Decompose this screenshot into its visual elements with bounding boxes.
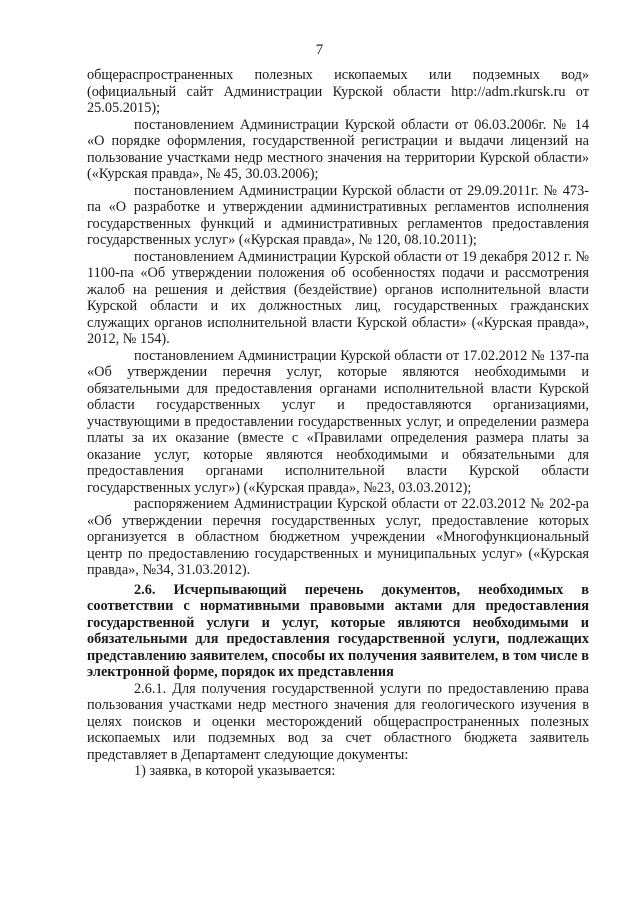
section-heading-2-6: 2.6. Исчерпывающий перечень документов, необходимых в соответствии с нормативными правовыми актами для предоставления государственной услуги и услуг, которые являются необходимыми и обязательными для предоставления государственной услуги, подлежащих представлению заявителем, способы их получения заявителем, в том числе в электронной форме, порядок их представления [87,581,589,680]
paragraph-continuation: общераспространенных полезных ископаемых или подземных вод» (официальный сайт Администрации Курской области http://adm.rkursk.ru от 25.05.2015); [87,67,589,116]
paragraph-resolution-2012-dec: постановлением Администрации Курской области от 19 декабря 2012 г. № 1100-па «Об утверждении положения об особенностях подачи и рассмотрения жалоб на решения и действия (бездействие) органов исполнительной власти Курской области и их должностных лиц, государственных гражданских служащих органов исполнительной власти Курской области» («Курская правда», 2012, № 154). [87,248,589,347]
paragraph-resolution-2011: постановлением Администрации Курской области от 29.09.2011г. № 473-па «О разработке и утверждении административных регламентов исполнения государственных функций и административных регламентов предоставления государственных услуг» («Курская правда», № 120, 08.10.2011); [87,182,589,248]
list-item-application: 1) заявка, в которой указывается: [134,763,336,779]
paragraph-2-6-1: 2.6.1. Для получения государственной услуги по предоставлению права пользования участками недр местного значения для геологического изучения в целях поисков и оценки месторождений общераспространенных полезных ископаемых или подземных вод за счет областного бюджета заявитель представляет в Департамент следующие документы: [87,680,589,763]
page-number: 7 [315,42,324,58]
document-body [87,67,589,780]
paragraph-resolution-2012-feb: постановлением Администрации Курской области от 17.02.2012 № 137-па «Об утверждении перечня услуг, которые являются необходимыми и обязательными для предоставления органами исполнительной власти Курской области государственных услуг и предоставляются организациями, участвующими в предоставлении государственных услуг, и определении размера платы за их оказание (вместе с «Правилами определения размера платы за оказание услуг, которые являются необходимыми и обязательными для предоставления органами исполнительной власти Курской области государственных услуг») («Курская правда», №23, 03.03.2012); [87,347,589,496]
paragraph-order-2012-mar: распоряжением Администрации Курской области от 22.03.2012 № 202-ра «Об утверждении перечня государственных услуг, предоставление которых организуется в областном бюджетном учреждении «Многофункциональный центр по предоставлению государственных и муниципальных услуг» («Курская правда», №34, 31.03.2012). [87,496,589,578]
paragraph-resolution-2006: постановлением Администрации Курской области от 06.03.2006г. № 14 «О порядке оформления, государственной регистрации и выдачи лицензий на пользование участками недр местного значения на территории Курской области» («Курская правда», № 45, 30.03.2006); [87,116,589,182]
